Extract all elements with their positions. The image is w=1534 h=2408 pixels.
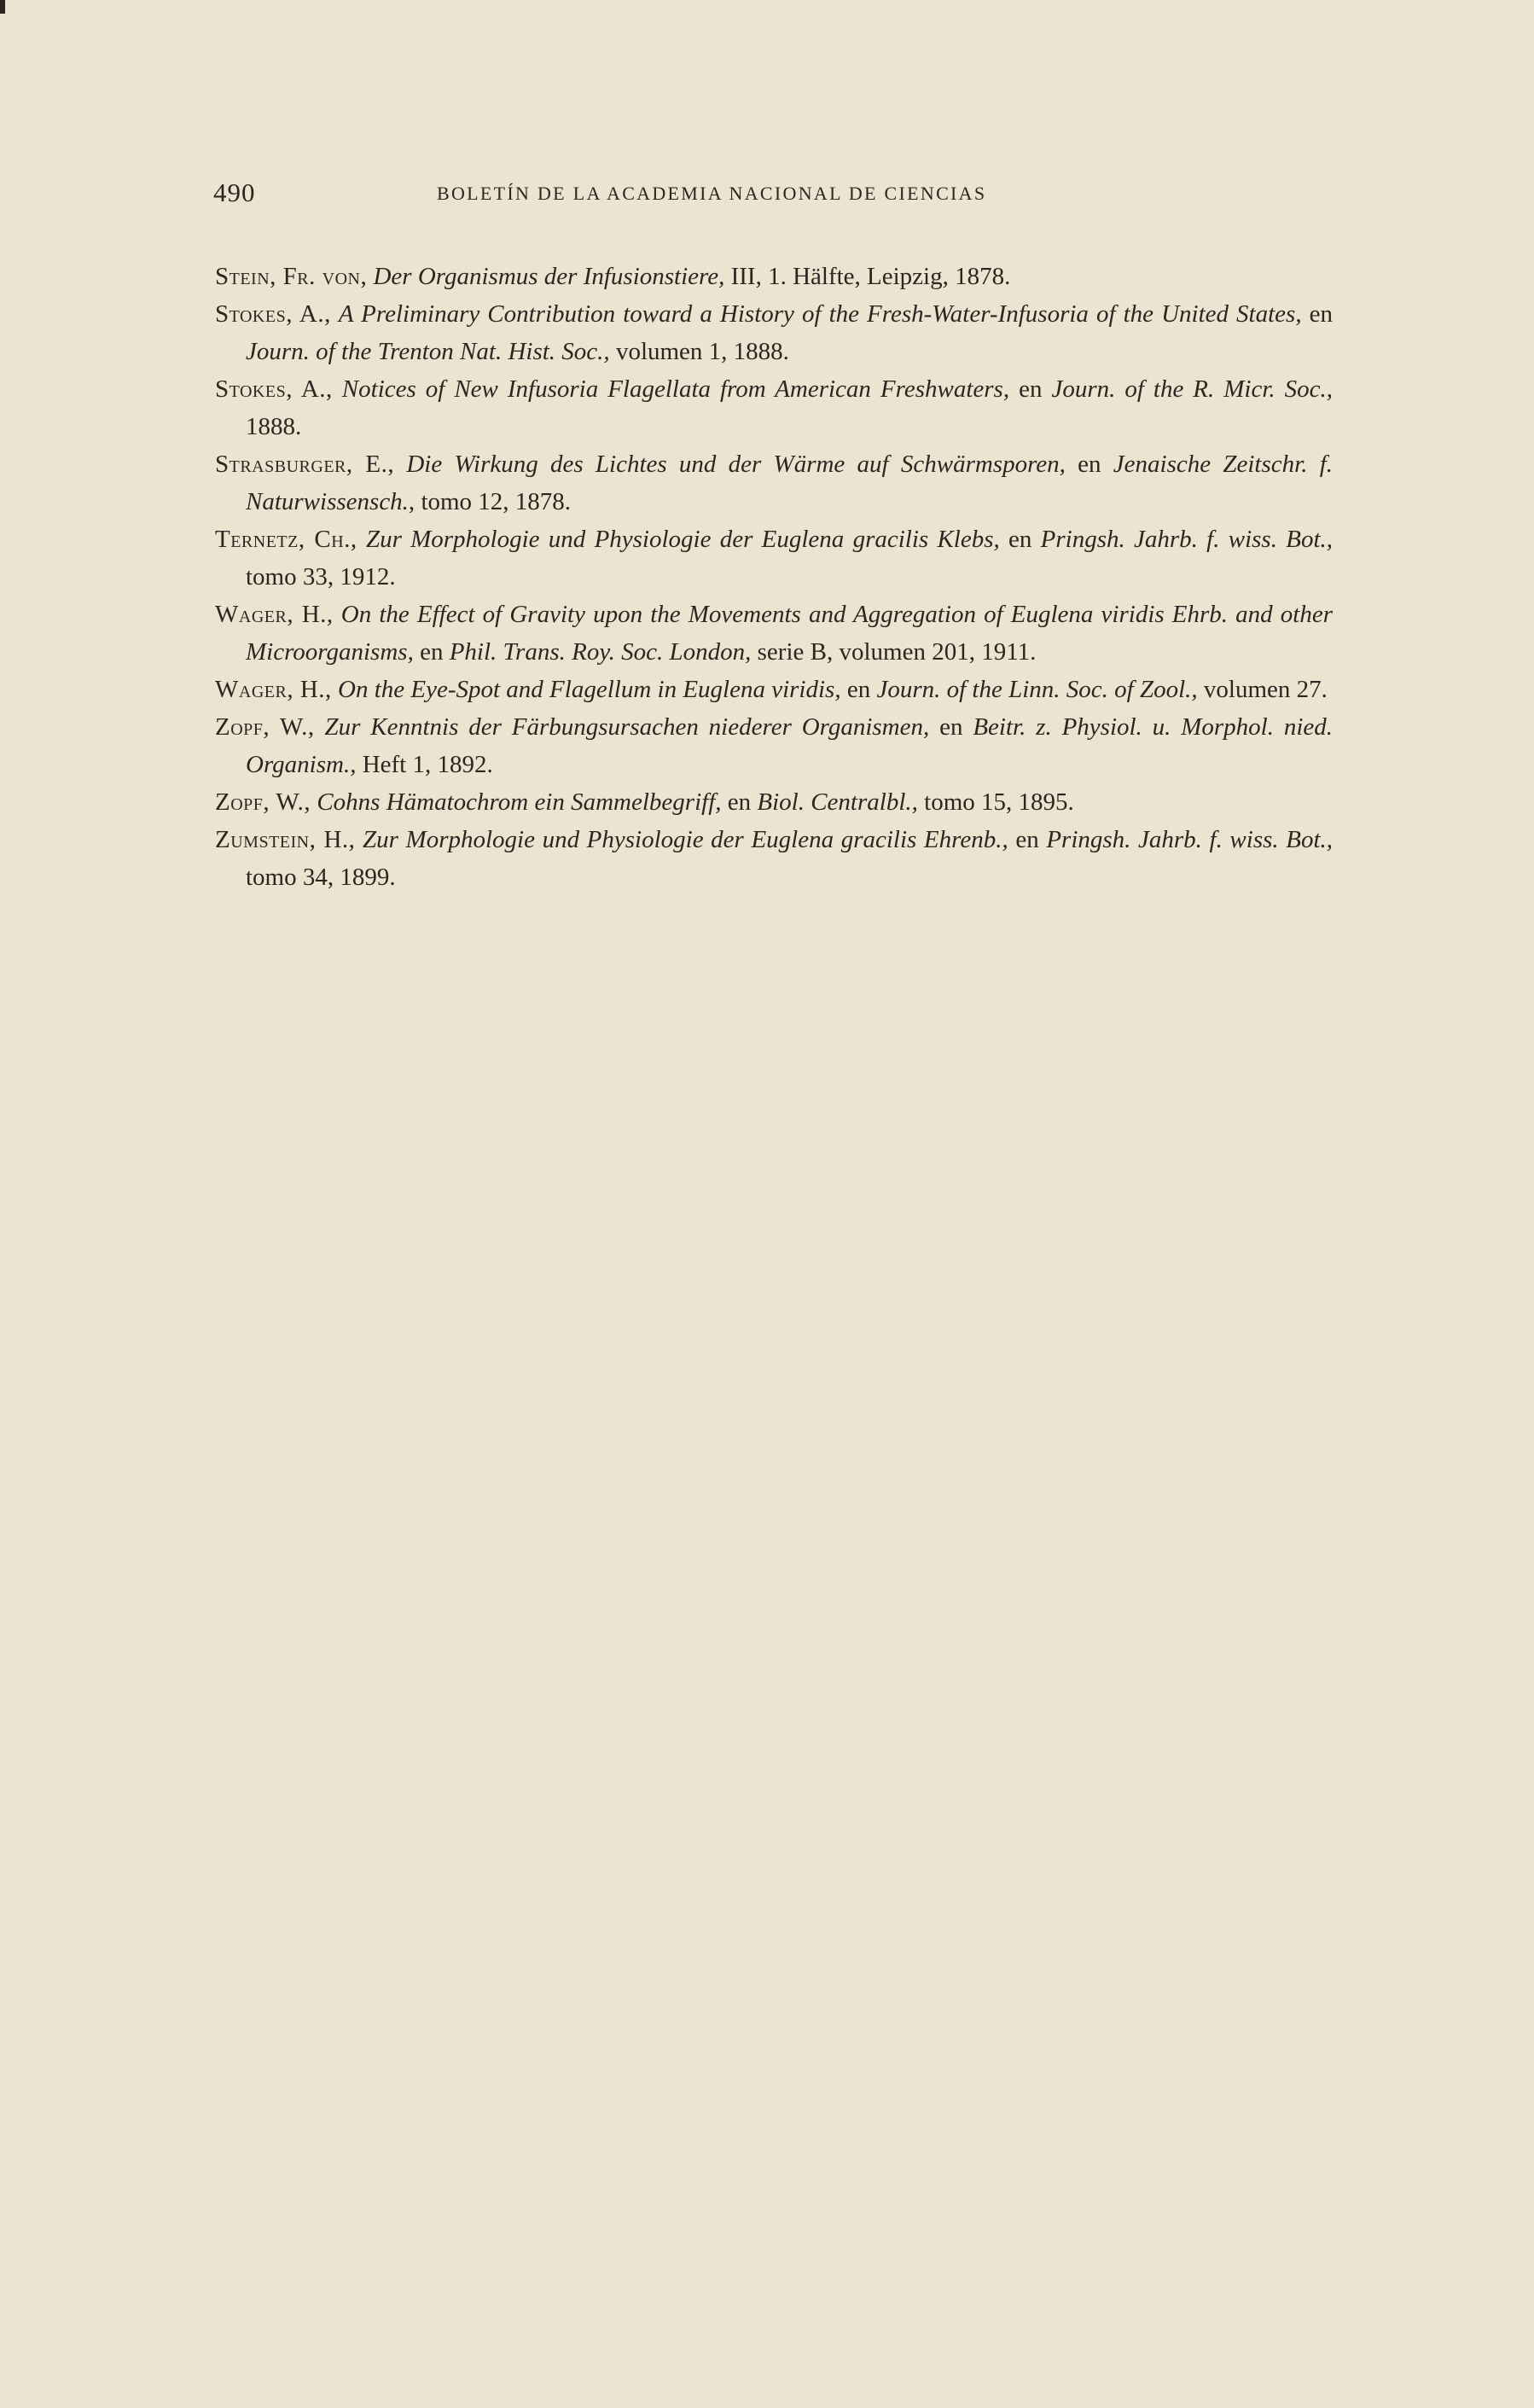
entry-journal: Biol. Centralbl., — [757, 788, 918, 816]
entry-journal: Pringsh. Jahrb. f. wiss. Bot., — [1040, 526, 1334, 553]
entry-connector: en — [1019, 375, 1043, 403]
entry-details: volumen 27. — [1203, 676, 1328, 703]
entry-title: Cohns Hämatochrom ein Sammelbegriff, — [317, 788, 722, 816]
entry-details: tomo 33, 1912. — [246, 563, 396, 590]
entry-connector: en — [939, 713, 963, 741]
bibliography-entry — [215, 258, 1333, 295]
entry-author: Zopf, W., — [215, 788, 311, 816]
entry-connector: en — [1015, 826, 1039, 853]
entry-author: Stein, Fr. von, — [215, 263, 368, 290]
entry-journal: Beitr. z. Physiol. u. Morphol. nied. Organism., — [246, 713, 1334, 778]
page-edge-mark — [0, 0, 5, 14]
entry-title: A Preliminary Contribution toward a History of the Fresh-Water-Infusoria of the United States, — [338, 300, 1302, 328]
entry-details: 1888. — [246, 413, 302, 440]
entry-title: Die Wirkung des Lichtes und der Wärme auf Schwärmsporen, — [406, 451, 1066, 478]
entry-connector: en — [727, 788, 752, 816]
bibliography-entry — [215, 445, 1333, 521]
entry-connector: en — [1008, 526, 1032, 553]
entry-journal: Jenaische Zeitschr. f. Naturwissensch., — [246, 451, 1334, 515]
entry-connector: en — [1309, 300, 1334, 328]
entry-journal: Journ. of the Linn. Soc. of Zool., — [876, 676, 1198, 703]
bibliography-entry — [215, 783, 1333, 821]
entry-title: Zur Morphologie und Physiologie der Euglena gracilis Ehrenb., — [363, 826, 1008, 853]
bibliography-entry — [215, 671, 1333, 708]
entry-author: Stokes, A., — [215, 300, 331, 328]
entry-details: tomo 15, 1895. — [924, 788, 1074, 816]
entry-connector: en — [1078, 451, 1101, 478]
bibliography-entry — [215, 370, 1333, 445]
entry-connector: en — [846, 676, 871, 703]
entry-title: Zur Morphologie und Physiologie der Euglena gracilis Klebs, — [365, 526, 1000, 553]
entry-author: Zopf, W., — [215, 713, 315, 741]
bibliography-entry — [215, 295, 1333, 370]
entry-author: Wager, H., — [215, 601, 334, 628]
entry-journal: Pringsh. Jahrb. f. wiss. Bot., — [1046, 826, 1334, 853]
entry-journal: Journ. of the Trenton Nat. Hist. Soc., — [246, 338, 610, 365]
entry-author: Stokes, A., — [215, 375, 333, 403]
entry-title: On the Effect of Gravity upon the Movements and Aggregation of Euglena viridis Ehrb. and other Microorganisms, — [246, 601, 1334, 666]
entry-details: tomo 12, 1878. — [421, 488, 572, 515]
bibliography-entry — [215, 521, 1333, 596]
entry-author: Zumstein, H., — [215, 826, 356, 853]
bibliography-entry — [215, 821, 1333, 896]
bibliography-list — [215, 258, 1333, 896]
entry-journal: Journ. of the R. Micr. Soc., — [1051, 375, 1334, 403]
entry-author: Ternetz, Ch., — [215, 526, 357, 553]
entry-title: Notices of New Infusoria Flagellata from American Freshwaters, — [341, 375, 1010, 403]
entry-details: tomo 34, 1899. — [246, 864, 396, 891]
entry-author: Strasburger, E., — [215, 451, 395, 478]
running-head — [213, 177, 1119, 215]
entry-details: volumen 1, 1888. — [615, 338, 789, 365]
entry-title: Der Organismus der Infusionstiere, — [373, 263, 725, 290]
entry-journal: Phil. Trans. Roy. Soc. London, — [449, 638, 752, 666]
entry-title: Zur Kenntnis der Färbungsursachen niederer Organismen, — [324, 713, 930, 741]
entry-title: On the Eye-Spot and Flagellum in Euglena viridis, — [338, 676, 841, 703]
entry-connector: en — [420, 638, 444, 666]
entry-details: Heft 1, 1892. — [362, 751, 493, 778]
entry-author: Wager, H., — [215, 676, 332, 703]
entry-details: serie B, volumen 201, 1911. — [757, 638, 1037, 666]
entry-details: III, 1. Hälfte, Leipzig, 1878. — [730, 263, 1011, 290]
page-number: 490 — [213, 177, 256, 207]
bibliography-entry — [215, 708, 1333, 783]
bibliography-entry — [215, 596, 1333, 671]
journal-header-title: BOLETÍN DE LA ACADEMIA NACIONAL DE CIENCIAS — [437, 183, 987, 204]
